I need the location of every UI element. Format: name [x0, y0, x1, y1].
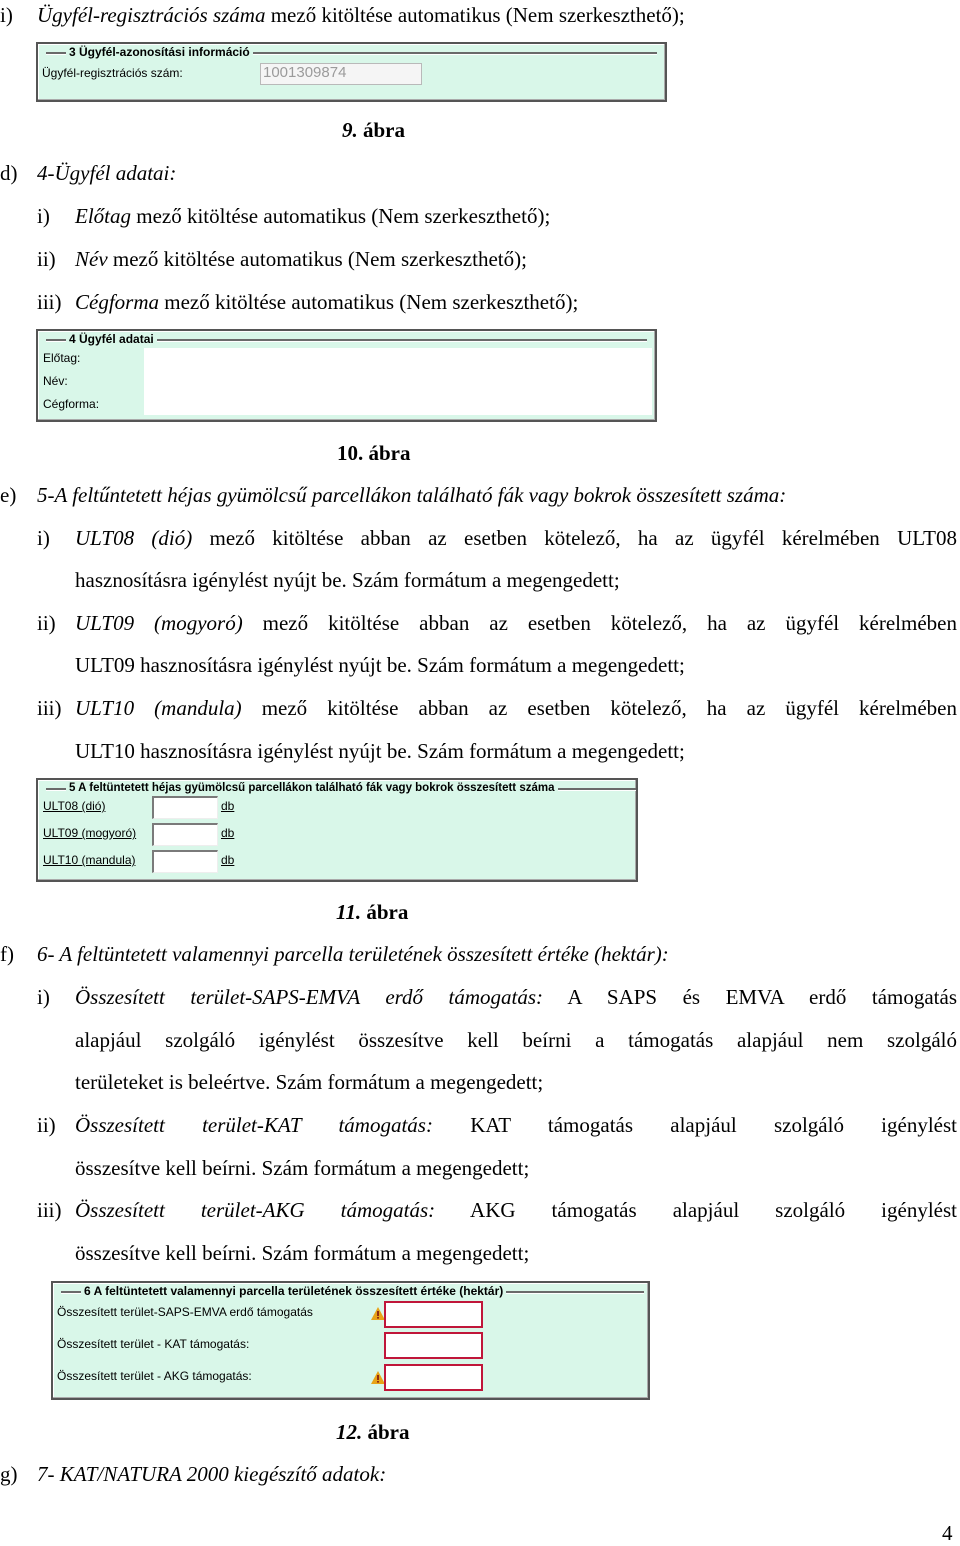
item-label: iii): [37, 1198, 62, 1222]
panel-title: 3 Ügyfél-azonosítási információ: [66, 45, 253, 59]
field-name: Összesített terület-AKG támogatás:: [75, 1198, 436, 1222]
kat-label: Összesített terület - KAT támogatás:: [57, 1337, 250, 1351]
item-label: i): [0, 3, 13, 27]
ult09-label: ULT09 (mogyoró): [43, 826, 137, 840]
figure-caption-9: [342, 117, 405, 143]
field-label-nev: Név:: [43, 374, 68, 388]
item-label: g): [0, 1462, 18, 1486]
ult10-input[interactable]: [152, 850, 218, 873]
ult09-input[interactable]: [152, 823, 218, 846]
item-label: d): [0, 161, 18, 185]
line-text: mező kitöltése automatikus (Nem szerkeszthető);: [107, 247, 527, 271]
caption-number: 11.: [336, 900, 362, 924]
field-label-elotag: Előtag:: [43, 351, 81, 365]
caption-number: 10.: [337, 441, 364, 465]
line-text: alapjául szolgáló igénylést összesítve kell beírni a támogatás alapjául nem szolgáló: [75, 1028, 957, 1052]
figure-caption-10: [337, 440, 411, 466]
field-name: Összesített terület-SAPS-EMVA erdő támogatás:: [75, 985, 544, 1009]
warning-icon: [371, 1371, 385, 1384]
panel-title: 6 A feltüntetett valamennyi parcella területének összesített értéke (hektár): [81, 1284, 506, 1298]
field-name: Összesített terület-KAT támogatás:: [75, 1113, 433, 1137]
figure-caption-11: [336, 899, 408, 925]
line-text: hasznosításra igénylést nyújt be. Szám formátum a megengedett;: [75, 568, 620, 592]
page-number: 4: [942, 1521, 953, 1545]
item-label: iii): [37, 290, 62, 314]
panel-title: 5 A feltüntetett héjas gyümölcsű parcellákon található fák vagy bokrok összesített száma: [66, 781, 558, 795]
item-label: iii): [37, 696, 62, 720]
item-label: f): [0, 942, 14, 966]
line-text: mező kitöltése automatikus (Nem szerkeszthető);: [265, 3, 685, 27]
section-heading: 5-A feltűntetett héjas gyümölcsű parcellákon található fák vagy bokrok összesített száma:: [37, 483, 787, 507]
section-heading: 6- A feltüntetett valamennyi parcella területének összesített értéke (hektár):: [37, 942, 669, 966]
caption-word: ábra: [363, 441, 411, 465]
ult10-unit: db: [221, 853, 235, 867]
figure-caption-12: [336, 1419, 410, 1445]
line-text: AKG támogatás alapjául szolgáló igénylést: [435, 1198, 957, 1222]
caption-word: ábra: [357, 118, 405, 142]
item-label: e): [0, 483, 17, 507]
field-name: Cégforma: [75, 290, 159, 314]
caption-word: ábra: [361, 900, 409, 924]
field-name: Név: [75, 247, 108, 271]
readonly-data-area: [144, 348, 652, 415]
line-text: mező kitöltése abban az esetben kötelező, ha az ügyfél kérelmében: [242, 611, 957, 635]
item-label: i): [37, 204, 50, 228]
caption-word: ábra: [362, 1420, 410, 1444]
field-label-cegforma: Cégforma:: [43, 397, 100, 411]
ult08-input[interactable]: [152, 796, 218, 819]
panel-title: 4 Ügyfél adatai: [66, 332, 157, 346]
ult10-label: ULT10 (mandula): [43, 853, 136, 867]
akg-input[interactable]: [384, 1364, 483, 1391]
item-label: ii): [37, 1113, 56, 1137]
field-label: Ügyfél-regisztrációs szám:: [42, 66, 183, 80]
line-text: ULT10 hasznosításra igénylést nyújt be. Szám formátum a megengedett;: [75, 739, 685, 763]
registration-number-value: 1001309874: [263, 64, 347, 81]
registration-number-field: [260, 63, 422, 85]
line-text: mező kitöltése automatikus (Nem szerkeszthető);: [131, 204, 551, 228]
item-label: i): [37, 526, 50, 550]
line-text: mező kitöltése automatikus (Nem szerkeszthető);: [159, 290, 579, 314]
caption-number: 12.: [336, 1420, 363, 1444]
line-text: területeket is beleértve. Szám formátum a megengedett;: [75, 1070, 544, 1094]
item-label: i): [37, 985, 50, 1009]
section-heading: 4-Ügyfél adatai:: [37, 161, 177, 185]
section-heading: 7- KAT/NATURA 2000 kiegészítő adatok:: [37, 1462, 387, 1486]
akg-label: Összesített terület - AKG támogatás:: [57, 1369, 252, 1383]
item-label: ii): [37, 611, 56, 635]
field-name: ULT08 (dió): [75, 526, 193, 550]
ult09-unit: db: [221, 826, 235, 840]
caption-number: 9.: [342, 118, 358, 142]
panel-parcella-terulet: [51, 1281, 650, 1400]
saps-emva-label: Összesített terület-SAPS-EMVA erdő támogatás: [57, 1305, 313, 1319]
field-name: Ügyfél-regisztrációs száma: [37, 3, 266, 27]
panel-ugyfel-adatai: [36, 329, 657, 422]
ult08-unit: db: [221, 799, 235, 813]
field-name: ULT09 (mogyoró): [75, 611, 243, 635]
line-text: KAT támogatás alapjául szolgáló igénylést: [432, 1113, 957, 1137]
field-name: ULT10 (mandula): [75, 696, 242, 720]
saps-emva-input[interactable]: [384, 1301, 483, 1328]
line-text: összesítve kell beírni. Szám formátum a megengedett;: [75, 1241, 530, 1265]
line-text: mező kitöltése abban az esetben kötelező, ha az ügyfél kérelmében: [241, 696, 957, 720]
ult08-label: ULT08 (dió): [43, 799, 106, 813]
panel-ugyfel-azonositas: [36, 42, 667, 102]
line-text: ULT09 hasznosításra igénylést nyújt be. Szám formátum a megengedett;: [75, 653, 685, 677]
kat-input[interactable]: [384, 1332, 483, 1359]
line-text: mező kitöltése abban az esetben kötelező, ha az ügyfél kérelmében ULT08: [192, 526, 957, 550]
warning-icon: [371, 1307, 385, 1320]
item-label: ii): [37, 247, 56, 271]
line-text: A SAPS és EMVA erdő támogatás: [543, 985, 957, 1009]
panel-heajas-gyumolcsu: [36, 778, 638, 882]
line-text: összesítve kell beírni. Szám formátum a megengedett;: [75, 1156, 530, 1180]
field-name: Előtag: [75, 204, 131, 228]
